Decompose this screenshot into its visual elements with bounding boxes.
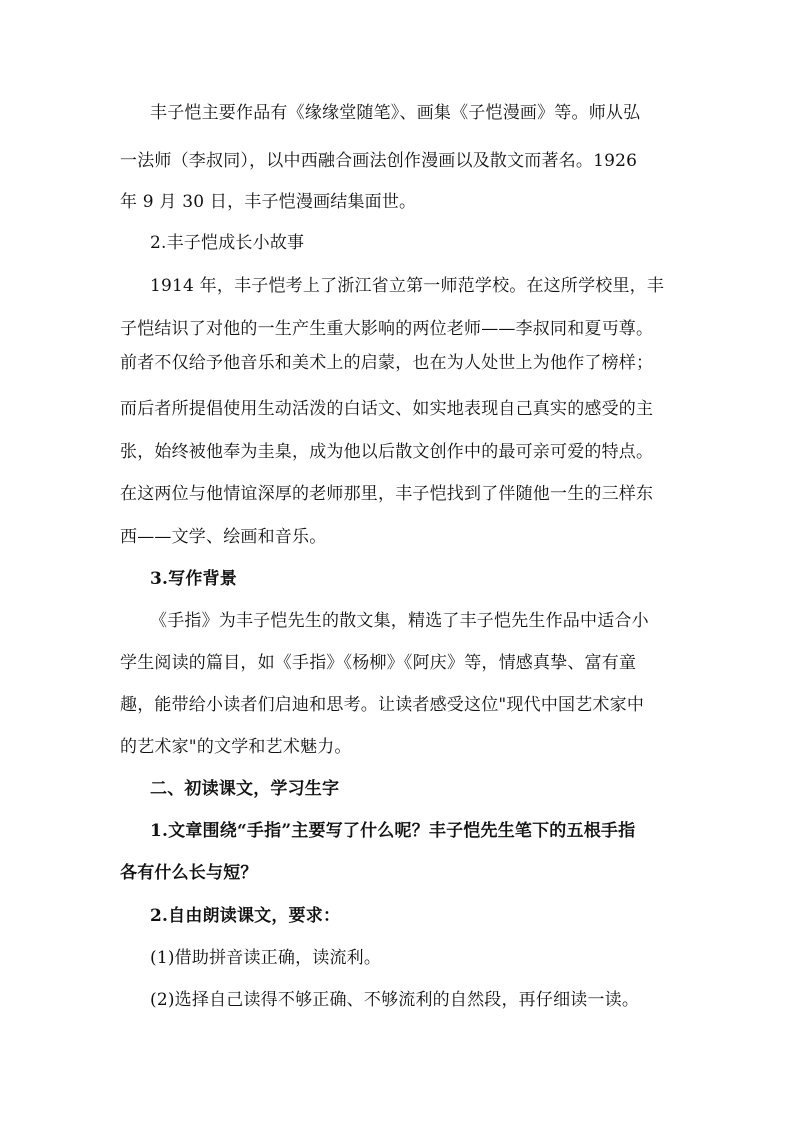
paragraph-line: 而后者所提倡使用生动活泼的白话文、如实地表现自己真实的感受的主: [120, 399, 654, 419]
paragraph-line: 年 9 月 30 日，丰子恺漫画结集面世。: [120, 192, 417, 212]
paragraph-line: 一法师（李叔同），以中西融合画法创作漫画以及散文而著名。1926: [120, 151, 638, 171]
list-item: (1)借助拼音读正确，读流利。: [150, 948, 382, 968]
subheading: 3.写作背景: [150, 569, 237, 589]
paragraph-line: 丰子恺主要作品有《缘缘堂随笔》、画集《子恺漫画》等。师从弘: [150, 103, 641, 123]
subheading: 2.丰子恺成长小故事: [150, 233, 305, 253]
question-line: 1.文章围绕“手指”主要写了什么呢？丰子恺先生笔下的五根手指: [150, 821, 636, 841]
question-line: 2.自由朗读课文，要求：: [150, 906, 341, 926]
paragraph-line: 趣，能带给小读者们启迪和思考。让读者感受这位"现代中国艺术家中: [120, 695, 645, 715]
section-heading: 二、初读课文，学习生字: [150, 779, 340, 799]
list-item: (2)选择自己读得不够正确、不够流利的自然段，再仔细读一读。: [150, 990, 640, 1010]
paragraph-line: 1914 年，丰子恺考上了浙江省立第一师范学校。在这所学校里，丰: [150, 276, 665, 296]
paragraph-line: 张，始终被他奉为圭臬，成为他以后散文创作中的最可亲可爱的特点。: [120, 442, 654, 462]
paragraph-line: 学生阅读的篇目，如《手指》《杨柳》《阿庆》等，情感真挚、富有童: [120, 653, 637, 673]
paragraph-line: 前者不仅给予他音乐和美术上的启蒙，也在为人处世上为他作了榜样；: [120, 353, 654, 373]
paragraph-line: 在这两位与他情谊深厚的老师那里，丰子恺找到了伴随他一生的三样东: [120, 484, 654, 504]
paragraph-line: 《手指》为丰子恺先生的散文集，精选了丰子恺先生作品中适合小: [150, 611, 649, 631]
paragraph-line: 的艺术家"的文学和艺术魅力。: [120, 737, 352, 757]
question-line: 各有什么长与短？: [120, 863, 258, 883]
paragraph-line: 子恺结识了对他的一生产生重大影响的两位老师——李叔同和夏丏尊。: [120, 319, 654, 339]
paragraph-line: 西——文学、绘画和音乐。: [120, 527, 327, 547]
